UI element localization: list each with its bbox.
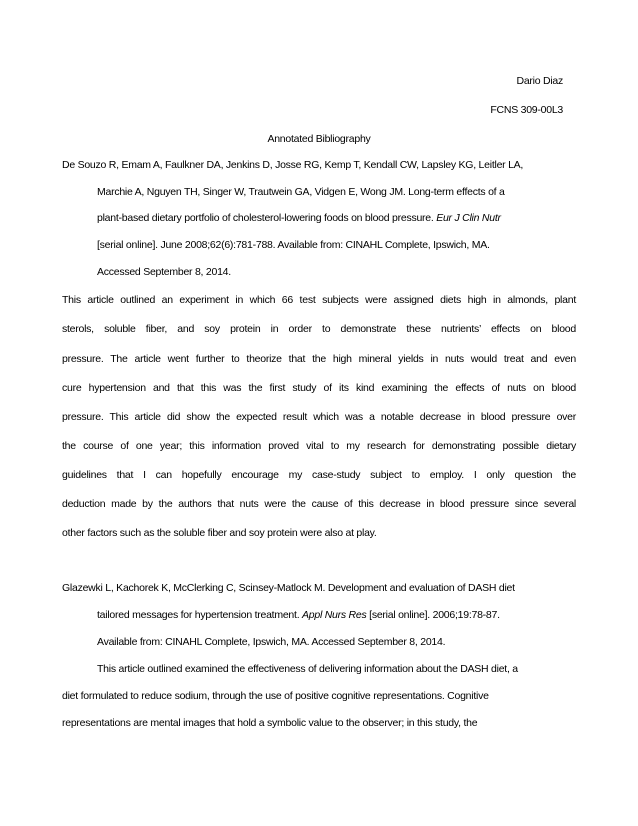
annotation-2-line-2: diet formulated to reduce sodium, through the use of positive cognitive representations. Cognitive: [62, 690, 489, 702]
citation-1-line-3: [97, 212, 501, 224]
course-code: FCNS 309-00L3: [490, 104, 563, 116]
author-name: Dario Diaz: [516, 75, 563, 87]
citation-1-line-1: De Souzo R, Emam A, Faulkner DA, Jenkins D, Josse RG, Kemp T, Kendall CW, Lapsley KG, Leitler LA,: [62, 159, 524, 171]
annotation-1-line-1: This article outlined an experiment in which 66 test subjects were assigned diets high in almonds, plant: [62, 294, 576, 306]
annotation-1-line-5: pressure. This article did show the expected result which was a notable decrease in blood pressure over: [62, 411, 576, 423]
citation-1-line-5: Accessed September 8, 2014.: [97, 266, 231, 278]
document-title: Annotated Bibliography: [267, 133, 371, 145]
annotation-1-line-3: pressure. The article went further to theorize that the high mineral yields in nuts would treat and even: [62, 353, 576, 365]
annotation-1-line-4: cure hypertension and that this was the first study of its kind examining the effects of nuts on blood: [62, 382, 576, 394]
citation-2-title-text: tailored messages for hypertension treatment.: [97, 609, 300, 621]
citation-2-line-1: Glazewki L, Kachorek K, McClerking C, Scinsey-Matlock M. Development and evaluation of DASH diet: [62, 582, 515, 594]
annotation-1-line-9: other factors such as the soluble fiber and soy protein were also at play.: [62, 527, 377, 539]
annotation-2-line-1: This article outlined examined the effectiveness of delivering information about the DASH diet, a: [97, 663, 518, 675]
citation-2-journal: Appl Nurs Res: [302, 609, 367, 621]
citation-1-title-text: plant-based dietary portfolio of cholesterol-lowering foods on blood pressure.: [97, 212, 434, 224]
annotation-1-line-8: deduction made by the authors that nuts were the cause of this decrease in blood pressure since several: [62, 498, 576, 510]
citation-1-line-2: Marchie A, Nguyen TH, Singer W, Trautwein GA, Vidgen E, Wong JM. Long-term effects of a: [97, 186, 505, 198]
annotation-1-line-7: guidelines that I can hopefully encourage my case-study subject to employ. I only question the: [62, 469, 576, 481]
citation-2-line-3: Available from: CINAHL Complete, Ipswich, MA. Accessed September 8, 2014.: [97, 636, 446, 648]
citation-1-journal: Eur J Clin Nutr: [436, 212, 501, 224]
citation-1-line-4: [serial online]. June 2008;62(6):781-788. Available from: CINAHL Complete, Ipswich, MA.: [97, 239, 490, 251]
citation-2-details: [serial online]. 2006;19:78-87.: [369, 609, 500, 621]
annotation-1-line-6: the course of one year; this information proved vital to my research for demonstrating possible dietary: [62, 440, 576, 452]
annotation-2-line-3: representations are mental images that hold a symbolic value to the observer; in this study, the: [62, 717, 478, 729]
citation-2-line-2: [97, 609, 500, 621]
annotation-1-line-2: sterols, soluble fiber, and soy protein in order to demonstrate these nutrients’ effects on blood: [62, 323, 576, 335]
